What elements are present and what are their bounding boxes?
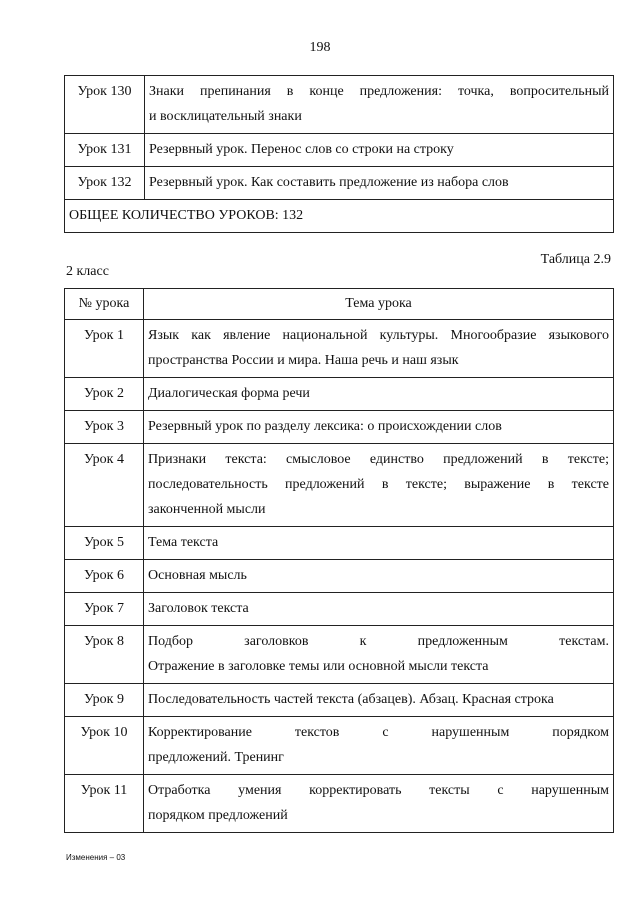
lesson-number-cell: Урок 131 bbox=[65, 134, 145, 167]
lesson-topic-cell bbox=[144, 411, 614, 444]
lesson-topic-cell bbox=[144, 775, 614, 833]
lesson-topic-cell bbox=[145, 76, 614, 134]
lesson-topic-line: Резервный урок по разделу лексика: о происхождении слов bbox=[148, 419, 502, 434]
lesson-number-cell: Урок 6 bbox=[65, 560, 144, 593]
lesson-topic-line: законченной мысли bbox=[148, 502, 266, 517]
lessons-table-continued bbox=[64, 75, 614, 233]
table-row bbox=[65, 76, 614, 134]
lesson-topic-line: последовательность предложений в тексте; выражение в тексте bbox=[148, 477, 609, 492]
lesson-topic-line: и восклицательный знаки bbox=[149, 109, 302, 124]
lesson-topic-line: Заголовок текста bbox=[148, 601, 249, 616]
lesson-number-cell: Урок 10 bbox=[65, 717, 144, 775]
table-row bbox=[65, 717, 614, 775]
table-row bbox=[65, 134, 614, 167]
table-row bbox=[65, 378, 614, 411]
lesson-topic-line: Тема текста bbox=[148, 535, 219, 550]
lesson-topic-line: Резервный урок. Перенос слов со строки на строку bbox=[149, 142, 454, 157]
table-row bbox=[65, 560, 614, 593]
table-row bbox=[65, 167, 614, 200]
lesson-topic-line: Резервный урок. Как составить предложение из набора слов bbox=[149, 175, 509, 190]
lesson-number-cell: Урок 7 bbox=[65, 593, 144, 626]
lesson-topic-cell bbox=[144, 320, 614, 378]
lesson-topic-cell bbox=[144, 527, 614, 560]
lesson-topic-line: Основная мысль bbox=[148, 568, 247, 583]
total-lessons-cell: ОБЩЕЕ КОЛИЧЕСТВО УРОКОВ: 132 bbox=[65, 200, 614, 233]
page-number: 198 bbox=[309, 40, 331, 55]
lesson-topic-line: Признаки текста: смысловое единство предложений в тексте; bbox=[148, 452, 609, 467]
lesson-topic-line: Последовательность частей текста (абзацев). Абзац. Красная строка bbox=[148, 692, 554, 707]
table-row bbox=[65, 626, 614, 684]
table-caption: Таблица 2.9 bbox=[540, 252, 611, 267]
lesson-topic-line: предложений. Тренинг bbox=[148, 750, 284, 765]
grade-label: 2 класс bbox=[66, 264, 109, 279]
lesson-topic-cell bbox=[144, 684, 614, 717]
column-header-lesson-number: № урока bbox=[65, 289, 144, 320]
lesson-number-cell: Урок 4 bbox=[65, 444, 144, 527]
lesson-topic-line: Подбор заголовков к предложенным текстам. bbox=[148, 634, 609, 649]
table-row bbox=[65, 684, 614, 717]
lesson-number-cell: Урок 8 bbox=[65, 626, 144, 684]
table-row bbox=[65, 411, 614, 444]
footer-revision-note: Изменения – 03 bbox=[66, 853, 126, 862]
lesson-topic-cell bbox=[145, 134, 614, 167]
lesson-topic-cell bbox=[144, 378, 614, 411]
lesson-number-cell: Урок 11 bbox=[65, 775, 144, 833]
table-row bbox=[65, 593, 614, 626]
lesson-topic-cell bbox=[145, 167, 614, 200]
total-row bbox=[65, 200, 614, 233]
table-row bbox=[65, 527, 614, 560]
lesson-topic-line: Диалогическая форма речи bbox=[148, 386, 310, 401]
lesson-number-cell: Урок 5 bbox=[65, 527, 144, 560]
lesson-topic-line: пространства России и мира. Наша речь и наш язык bbox=[148, 353, 459, 368]
lesson-number-cell: Урок 2 bbox=[65, 378, 144, 411]
lesson-topic-cell bbox=[144, 593, 614, 626]
table-header-row bbox=[65, 289, 614, 320]
lesson-number-cell: Урок 1 bbox=[65, 320, 144, 378]
lesson-number-cell: Урок 3 bbox=[65, 411, 144, 444]
column-header-topic: Тема урока bbox=[144, 289, 614, 320]
lesson-number-cell: Урок 132 bbox=[65, 167, 145, 200]
lesson-topic-line: Отработка умения корректировать тексты с нарушенным bbox=[148, 783, 609, 798]
lesson-number-cell: Урок 130 bbox=[65, 76, 145, 134]
table-row bbox=[65, 775, 614, 833]
lesson-topic-cell bbox=[144, 560, 614, 593]
lesson-topic-line: Знаки препинания в конце предложения: точка, вопросительный bbox=[149, 84, 609, 99]
lesson-topic-cell bbox=[144, 626, 614, 684]
lesson-topic-line: Язык как явление национальной культуры. Многообразие языкового bbox=[148, 328, 609, 343]
lessons-table-grade-2 bbox=[64, 288, 614, 833]
table-row bbox=[65, 320, 614, 378]
lesson-topic-line: Отражение в заголовке темы или основной мысли текста bbox=[148, 659, 489, 674]
lesson-topic-cell bbox=[144, 444, 614, 527]
lesson-number-cell: Урок 9 bbox=[65, 684, 144, 717]
table-row bbox=[65, 444, 614, 527]
lesson-topic-cell bbox=[144, 717, 614, 775]
lesson-topic-line: Корректирование текстов с нарушенным порядком bbox=[148, 725, 609, 740]
lesson-topic-line: порядком предложений bbox=[148, 808, 288, 823]
